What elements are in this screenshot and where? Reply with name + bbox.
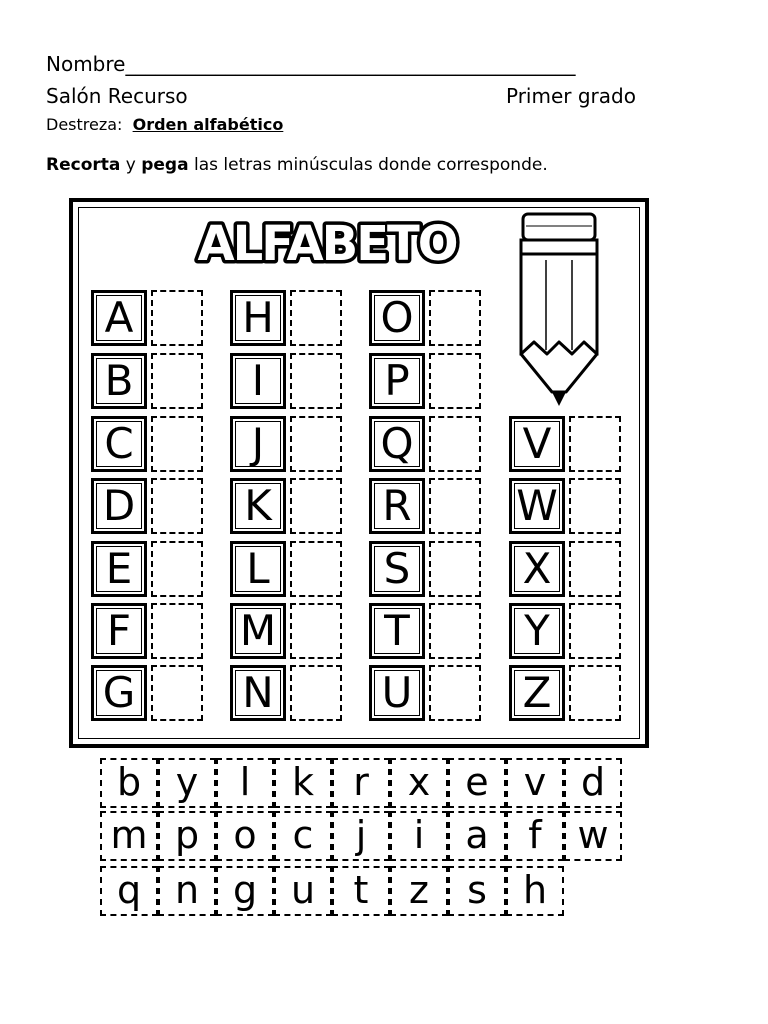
cutout-letter-w[interactable]: w — [564, 811, 622, 861]
uppercase-letter-k: K — [230, 478, 286, 534]
uppercase-letter-e: E — [91, 541, 147, 597]
uppercase-letter-r: R — [369, 478, 425, 534]
cutout-letter-z[interactable]: z — [390, 866, 448, 916]
paste-slot-v[interactable] — [569, 416, 621, 472]
uppercase-letter-j: J — [230, 416, 286, 472]
cutout-letter-o[interactable]: o — [216, 811, 274, 861]
paste-slot-y[interactable] — [569, 603, 621, 659]
paste-slot-i[interactable] — [290, 353, 342, 409]
uppercase-letter-h: H — [230, 290, 286, 346]
instruction-verb2: pega — [141, 155, 189, 175]
paste-slot-g[interactable] — [151, 665, 203, 721]
paste-slot-h[interactable] — [290, 290, 342, 346]
paste-slot-k[interactable] — [290, 478, 342, 534]
paste-slot-s[interactable] — [429, 541, 481, 597]
instruction-verb1: Recorta — [46, 155, 121, 175]
cutout-letter-a[interactable]: a — [448, 811, 506, 861]
uppercase-letter-s: S — [369, 541, 425, 597]
paste-slot-q[interactable] — [429, 416, 481, 472]
cutout-letter-m[interactable]: m — [100, 811, 158, 861]
paste-slot-a[interactable] — [151, 290, 203, 346]
cutout-letter-j[interactable]: j — [332, 811, 390, 861]
uppercase-letter-w: W — [509, 478, 565, 534]
title-text: ALFABETO — [197, 216, 457, 271]
cutout-letter-e[interactable]: e — [448, 758, 506, 808]
cutout-letter-i[interactable]: i — [390, 811, 448, 861]
uppercase-letter-l: L — [230, 541, 286, 597]
cutout-letter-c[interactable]: c — [274, 811, 332, 861]
uppercase-letter-q: Q — [369, 416, 425, 472]
paste-slot-p[interactable] — [429, 353, 481, 409]
uppercase-letter-p: P — [369, 353, 425, 409]
uppercase-letter-i: I — [230, 353, 286, 409]
cutout-letter-p[interactable]: p — [158, 811, 216, 861]
uppercase-letter-f: F — [91, 603, 147, 659]
uppercase-letter-d: D — [91, 478, 147, 534]
cutout-letter-y[interactable]: y — [158, 758, 216, 808]
cutout-letter-f[interactable]: f — [506, 811, 564, 861]
cutout-letter-k[interactable]: k — [274, 758, 332, 808]
uppercase-letter-v: V — [509, 416, 565, 472]
uppercase-letter-m: M — [230, 603, 286, 659]
paste-slot-r[interactable] — [429, 478, 481, 534]
cutout-letter-v[interactable]: v — [506, 758, 564, 808]
uppercase-letter-b: B — [91, 353, 147, 409]
alfabeto-title — [192, 213, 462, 271]
instruction — [46, 155, 548, 175]
cutout-letter-r[interactable]: r — [332, 758, 390, 808]
cutout-letter-h[interactable]: h — [506, 866, 564, 916]
uppercase-letter-o: O — [369, 290, 425, 346]
instruction-rest: las letras minúsculas donde corresponde. — [188, 155, 548, 175]
uppercase-letter-u: U — [369, 665, 425, 721]
pencil-icon — [516, 210, 602, 410]
cutout-letter-l[interactable]: l — [216, 758, 274, 808]
uppercase-letter-y: Y — [509, 603, 565, 659]
skill-value: Orden alfabético — [132, 115, 284, 134]
paste-slot-w[interactable] — [569, 478, 621, 534]
instruction-y: y — [120, 155, 142, 175]
cutout-letter-b[interactable]: b — [100, 758, 158, 808]
cutout-letter-t[interactable]: t — [332, 866, 390, 916]
paste-slot-l[interactable] — [290, 541, 342, 597]
salon-label: Salón Recurso — [46, 84, 188, 108]
paste-slot-m[interactable] — [290, 603, 342, 659]
cutout-letter-u[interactable]: u — [274, 866, 332, 916]
paste-slot-x[interactable] — [569, 541, 621, 597]
name-label: Nombre — [46, 52, 126, 76]
paste-slot-n[interactable] — [290, 665, 342, 721]
paste-slot-b[interactable] — [151, 353, 203, 409]
cutout-letter-n[interactable]: n — [158, 866, 216, 916]
paste-slot-u[interactable] — [429, 665, 481, 721]
uppercase-letter-z: Z — [509, 665, 565, 721]
uppercase-letter-a: A — [91, 290, 147, 346]
uppercase-letter-n: N — [230, 665, 286, 721]
paste-slot-j[interactable] — [290, 416, 342, 472]
skill-line — [46, 115, 283, 134]
grade-label: Primer grado — [506, 84, 636, 108]
paste-slot-e[interactable] — [151, 541, 203, 597]
cutout-letter-x[interactable]: x — [390, 758, 448, 808]
name-line — [46, 52, 575, 76]
uppercase-letter-g: G — [91, 665, 147, 721]
skill-label: Destreza: — [46, 115, 123, 134]
paste-slot-c[interactable] — [151, 416, 203, 472]
cutout-letter-s[interactable]: s — [448, 866, 506, 916]
paste-slot-z[interactable] — [569, 665, 621, 721]
paste-slot-t[interactable] — [429, 603, 481, 659]
uppercase-letter-c: C — [91, 416, 147, 472]
cutout-letter-q[interactable]: q — [100, 866, 158, 916]
cutout-letter-d[interactable]: d — [564, 758, 622, 808]
cutout-letter-g[interactable]: g — [216, 866, 274, 916]
paste-slot-f[interactable] — [151, 603, 203, 659]
paste-slot-o[interactable] — [429, 290, 481, 346]
paste-slot-d[interactable] — [151, 478, 203, 534]
uppercase-letter-t: T — [369, 603, 425, 659]
uppercase-letter-x: X — [509, 541, 565, 597]
name-blank: _____________________________________________ — [125, 52, 576, 76]
